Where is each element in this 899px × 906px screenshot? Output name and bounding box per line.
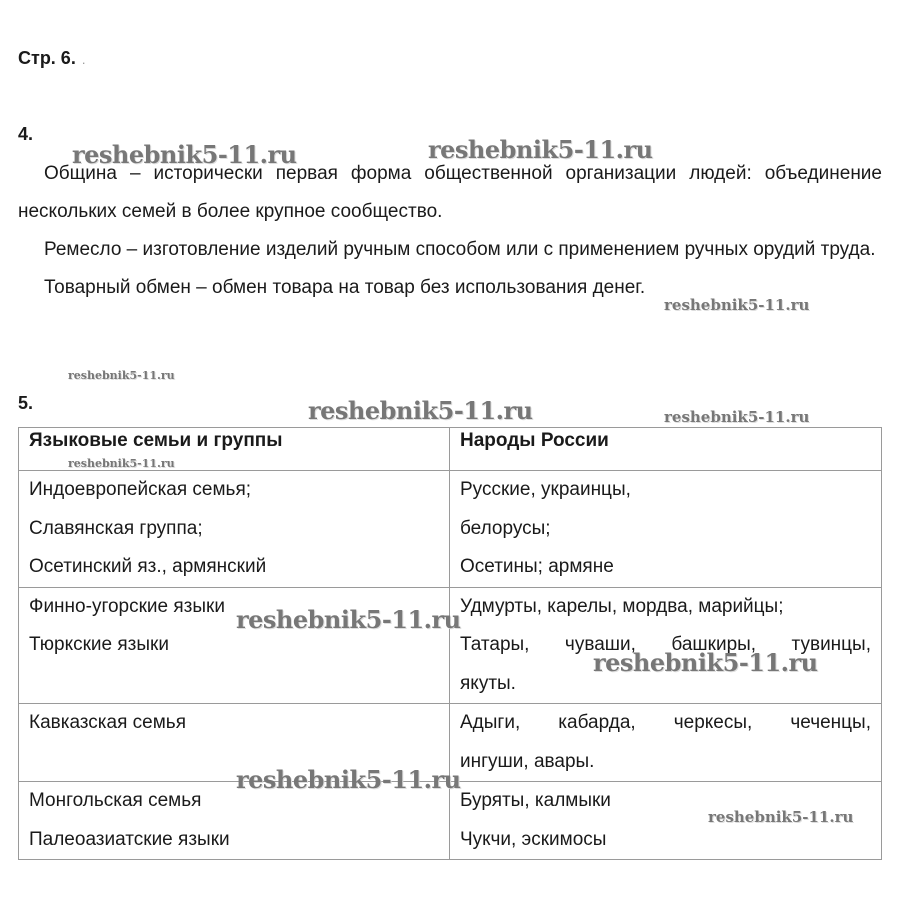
table-cell-right [450, 587, 882, 704]
task-5-number: 5. [18, 393, 34, 413]
watermark: reshebnik5-11.ru [236, 765, 461, 794]
cell-line: Осетинский яз., армянский [29, 556, 267, 577]
watermark: reshebnik5-11.ru [68, 369, 175, 382]
cell-line: Удмурты, карелы, мордва, марийцы; [460, 595, 784, 617]
definition-community: Община – исторически первая форма общественной организации людей: объединение нескольких семей в более крупное сообщество. [18, 163, 882, 222]
task-4-number: 4. [18, 124, 34, 144]
table-cell-left [19, 587, 450, 704]
watermark: reshebnik5-11.ru [708, 808, 854, 826]
table-cell-left [19, 471, 450, 588]
cell-line: Чукчи, эскимосы [460, 828, 607, 850]
table-row [19, 704, 882, 782]
cell-line: якуты. [460, 672, 516, 694]
watermark: reshebnik5-11.ru [593, 648, 818, 677]
page-title-text: Стр. 6. [18, 48, 76, 68]
cell-line: Татары, чуваши, башкиры, тувинцы, [460, 634, 871, 655]
cell-line: ингуши, авары. [460, 750, 595, 772]
cell-line: Тюркские языки [29, 634, 169, 655]
cell-line: Монгольская семья [29, 790, 202, 811]
cell-line: Палеоазиатские языки [29, 828, 230, 850]
table-header-row [19, 428, 882, 471]
table-cell-left [19, 782, 450, 860]
page-title [18, 48, 85, 69]
watermark: reshebnik5-11.ru [68, 457, 175, 470]
cell-line: Индоевропейская семья; [29, 479, 252, 500]
table-cell-left [19, 704, 450, 782]
watermark: reshebnik5-11.ru [664, 296, 810, 314]
watermark: reshebnik5-11.ru [428, 135, 653, 164]
cell-line: белорусы; [460, 517, 551, 539]
cell-line: Финно-угорские языки [29, 595, 225, 617]
watermark: reshebnik5-11.ru [236, 605, 461, 634]
task-4-text [18, 155, 882, 307]
page-title-dot: . [81, 52, 86, 67]
cell-line: Адыги, кабарда, черкесы, чеченцы, [460, 712, 871, 733]
table-cell-right [450, 704, 882, 782]
language-families-table [18, 427, 882, 860]
table-cell-right [450, 471, 882, 588]
cell-line: Кавказская семья [29, 712, 186, 733]
definition-craft: Ремесло – изготовление изделий ручным способом или с применением ручных орудий труда. [44, 239, 876, 260]
table-row [19, 471, 882, 588]
cell-line: Осетины; армяне [460, 556, 614, 577]
cell-line: Буряты, калмыки [460, 790, 611, 811]
header-language-families: Языковые семьи и группы [19, 428, 450, 471]
watermark: reshebnik5-11.ru [308, 396, 533, 425]
watermark: reshebnik5-11.ru [72, 140, 297, 169]
table-cell-right [450, 782, 882, 860]
cell-line: Русские, украинцы, [460, 479, 631, 500]
header-peoples-of-russia: Народы России [450, 428, 882, 471]
cell-line: Славянская группа; [29, 517, 203, 539]
table-row [19, 587, 882, 704]
table-row [19, 782, 882, 860]
watermark: reshebnik5-11.ru [664, 408, 810, 426]
definition-barter: Товарный обмен – обмен товара на товар без использования денег. [44, 277, 646, 298]
